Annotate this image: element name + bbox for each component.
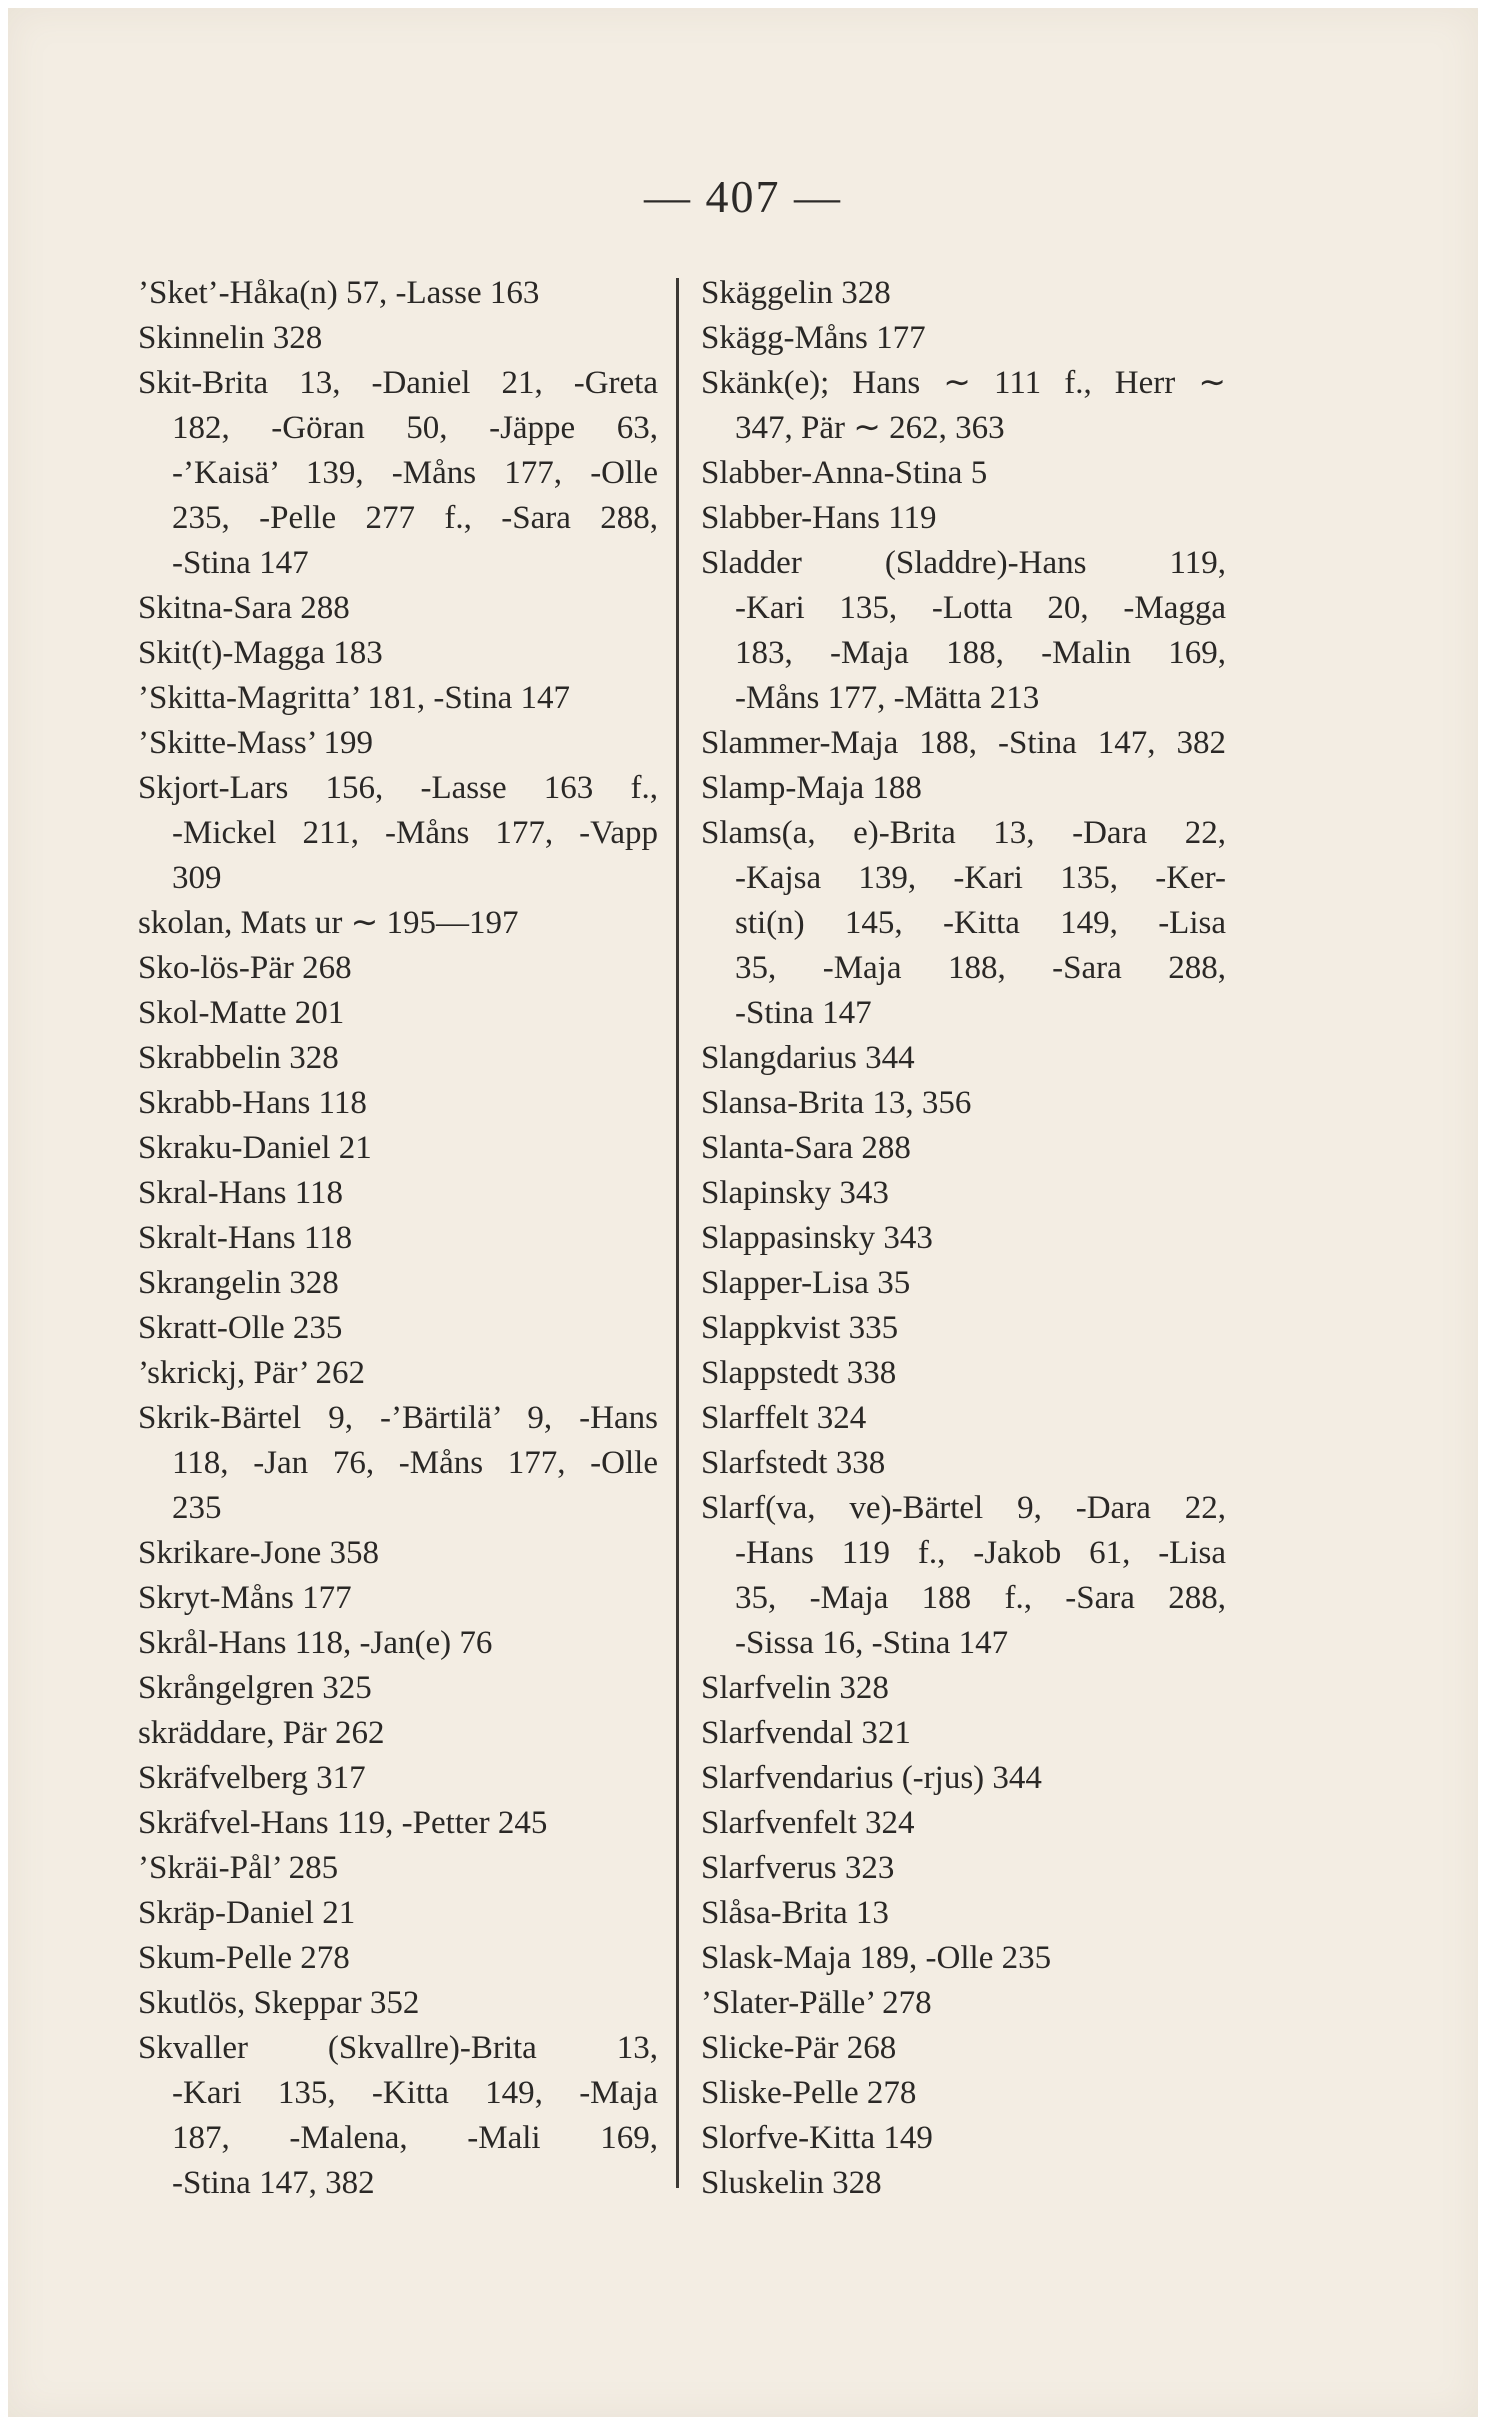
index-entry-line: Sluskelin 328 [701, 2165, 882, 2201]
index-entry-line: Skräp-Daniel 21 [138, 1895, 356, 1931]
index-entry-line: Skrabb-Hans 118 [138, 1085, 367, 1121]
index-entry-line: Skänk(e); Hans ∼ 111 f., Herr ∼ [701, 365, 1226, 401]
index-entry-line: Skral-Hans 118 [138, 1175, 343, 1211]
index-entry-line: Slapper-Lisa 35 [701, 1265, 911, 1301]
index-entry-line: Skvaller (Skvallre)-Brita 13, [138, 2030, 658, 2066]
index-entry-line: Slarfvelin 328 [701, 1670, 889, 1706]
index-entry-line: Skjort-Lars 156, -Lasse 163 f., [138, 770, 658, 806]
index-entry-line: sti(n) 145, -Kitta 149, -Lisa [735, 905, 1226, 941]
index-column-left [138, 271, 658, 2206]
index-entry-line: Skralt-Hans 118 [138, 1220, 353, 1256]
index-entry-line: Slansa-Brita 13, 356 [701, 1085, 972, 1121]
index-entry-line: Skutlös, Skeppar 352 [138, 1985, 420, 2021]
index-entry-line: 35, -Maja 188 f., -Sara 288, [735, 1580, 1226, 1616]
index-entry-line: Skit-Brita 13, -Daniel 21, -Greta [138, 365, 658, 401]
index-entry-line: ’skrickj, Pär’ 262 [138, 1355, 365, 1391]
index-entry-line: -Stina 147 [735, 995, 872, 1031]
index-entry-line: Slamp-Maja 188 [701, 770, 922, 806]
index-entry-line: Slarfstedt 338 [701, 1445, 886, 1481]
index-entry-line: -Måns 177, -Mätta 213 [735, 680, 1040, 716]
index-entry-line: Skrangelin 328 [138, 1265, 339, 1301]
index-entry-line: 183, -Maja 188, -Malin 169, [735, 635, 1226, 671]
index-entry-line: 347, Pär ∼ 262, 363 [735, 410, 1005, 446]
index-entry-line: Slarfvendarius (-rjus) 344 [701, 1760, 1042, 1796]
index-entry-line: Slabber-Hans 119 [701, 500, 937, 536]
index-entry-line: 235, -Pelle 277 f., -Sara 288, [172, 500, 658, 536]
index-entry-line: Slapinsky 343 [701, 1175, 889, 1211]
index-entry-line: Skinnelin 328 [138, 320, 323, 356]
index-entry-line: -’Kaisä’ 139, -Måns 177, -Olle [172, 455, 658, 491]
index-entry-line: -Kari 135, -Lotta 20, -Magga [735, 590, 1226, 626]
index-entry-line: Slarffelt 324 [701, 1400, 867, 1436]
index-entry-line: ’Skräi-Pål’ 285 [138, 1850, 339, 1886]
index-entry-line: 309 [172, 860, 222, 896]
index-entry-line: 187, -Malena, -Mali 169, [172, 2120, 658, 2156]
index-entry-line: Sliske-Pelle 278 [701, 2075, 917, 2111]
index-entry-line: Sko-lös-Pär 268 [138, 950, 352, 986]
index-entry-line: -Kari 135, -Kitta 149, -Maja [172, 2075, 658, 2111]
index-entry-line: Slams(a, e)-Brita 13, -Dara 22, [701, 815, 1226, 851]
index-entry-line: -Stina 147, 382 [172, 2165, 375, 2201]
index-entry-line: Skräfvel-Hans 119, -Petter 245 [138, 1805, 548, 1841]
index-entry-line: Skit(t)-Magga 183 [138, 635, 383, 671]
index-column-right [701, 271, 1226, 2206]
index-entry-line: Skryt-Måns 177 [138, 1580, 352, 1616]
index-entry-line: Slanta-Sara 288 [701, 1130, 911, 1166]
index-entry-line: Slammer-Maja 188, -Stina 147, 382 [701, 725, 1226, 761]
index-entry-line: Sladder (Sladdre)-Hans 119, [701, 545, 1226, 581]
index-entry-line: Skäggelin 328 [701, 275, 891, 311]
index-entry-line: ’Skitte-Mass’ 199 [138, 725, 373, 761]
index-entry-line: Slarf(va, ve)-Bärtel 9, -Dara 22, [701, 1490, 1226, 1526]
index-entry-line: Slappstedt 338 [701, 1355, 897, 1391]
index-entry-line: -Kajsa 139, -Kari 135, -Ker- [735, 860, 1226, 896]
index-entry-line: -Stina 147 [172, 545, 309, 581]
index-entry-line: -Hans 119 f., -Jakob 61, -Lisa [735, 1535, 1226, 1571]
index-entry-line: Skol-Matte 201 [138, 995, 345, 1031]
index-entry-line: Skägg-Måns 177 [701, 320, 926, 356]
index-entry-line: 118, -Jan 76, -Måns 177, -Olle [172, 1445, 658, 1481]
index-entry-line: Skrål-Hans 118, -Jan(e) 76 [138, 1625, 493, 1661]
index-entry-line: Slåsa-Brita 13 [701, 1895, 889, 1931]
index-entry-line: ’Sket’-Håka(n) 57, -Lasse 163 [138, 275, 540, 311]
page-number: — 407 — [644, 171, 842, 222]
index-entry-line: Slarfverus 323 [701, 1850, 895, 1886]
index-entry-line: Slask-Maja 189, -Olle 235 [701, 1940, 1052, 1976]
index-entry-line: Skum-Pelle 278 [138, 1940, 350, 1976]
index-entry-line: Slicke-Pär 268 [701, 2030, 897, 2066]
index-entry-line: Skrångelgren 325 [138, 1670, 372, 1706]
index-entry-line: Skrikare-Jone 358 [138, 1535, 380, 1571]
index-entry-line: skolan, Mats ur ∼ 195—197 [138, 905, 519, 941]
index-entry-line: Slabber-Anna-Stina 5 [701, 455, 988, 491]
index-entry-line: Slappkvist 335 [701, 1310, 899, 1346]
index-entry-line: skräddare, Pär 262 [138, 1715, 385, 1751]
index-entry-line: -Mickel 211, -Måns 177, -Vapp [172, 815, 658, 851]
index-entry-line: Slangdarius 344 [701, 1040, 915, 1076]
index-entry-line: Skraku-Daniel 21 [138, 1130, 372, 1166]
index-entry-line: Skräfvelberg 317 [138, 1760, 366, 1796]
index-entry-line: Skratt-Olle 235 [138, 1310, 343, 1346]
index-entry-line: Slorfve-Kitta 149 [701, 2120, 933, 2156]
index-entry-line: -Sissa 16, -Stina 147 [735, 1625, 1009, 1661]
index-entry-line: Skrabbelin 328 [138, 1040, 339, 1076]
index-entry-line: ’Slater-Pälle’ 278 [701, 1985, 932, 2021]
index-entry-line: Slarfvendal 321 [701, 1715, 911, 1751]
index-entry-line: ’Skitta-Magritta’ 181, -Stina 147 [138, 680, 570, 716]
index-entry-line: 182, -Göran 50, -Jäppe 63, [172, 410, 658, 446]
column-divider [676, 278, 679, 2188]
index-entry-line: Skitna-Sara 288 [138, 590, 350, 626]
index-entry-line: 235 [172, 1490, 222, 1526]
index-entry-line: 35, -Maja 188, -Sara 288, [735, 950, 1226, 986]
index-entry-line: Slappasinsky 343 [701, 1220, 933, 1256]
index-entry-line: Skrik-Bärtel 9, -’Bärtilä’ 9, -Hans [138, 1400, 658, 1436]
index-entry-line: Slarfvenfelt 324 [701, 1805, 915, 1841]
book-page [8, 8, 1478, 2417]
